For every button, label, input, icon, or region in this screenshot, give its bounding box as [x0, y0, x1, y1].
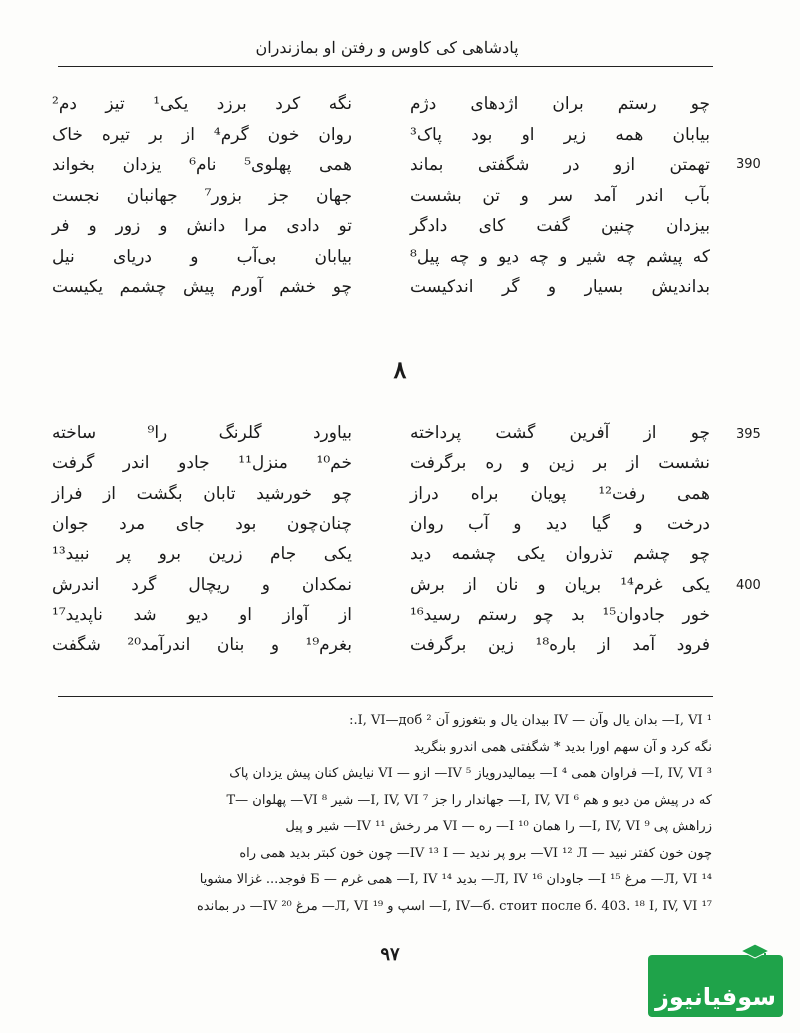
hemistich-right: بآب اندر آمد سر و تن بشست [410, 185, 710, 206]
hemistich-left: از آواز او دیو شد ناپدید¹⁷ [52, 604, 352, 625]
hemistich-left: خم¹⁰ منزل¹¹ جادو اندر گرفت [52, 453, 352, 474]
footnote-line: چون خون کفتر نبید — VI ¹² Л— برو پر ندید — IV ¹³ I— چون خون کبتر بدید همی راه [239, 845, 712, 861]
hemistich-right: درخت و گیا دید و آب روان [410, 513, 710, 534]
hemistich-left: روان خون گرم⁴ از بر تیره خاک [52, 124, 352, 145]
hemistich-right: بیزدان چنین گفت کای دادگر [410, 216, 710, 236]
hemistich-left: بغرم¹⁹ و بنان اندرآمد²⁰ شگفت [52, 635, 352, 656]
hemistich-right: بیابان همه زیر او بود پاک³ [410, 124, 710, 145]
hemistich-right: خور جادوان¹⁵ بد چو رستم رسید¹⁶ [410, 604, 710, 625]
hemistich-left: تو دادی مرا دانش و زور و فر [52, 216, 352, 236]
sofianews-logo: سوفیانیوز [648, 955, 783, 1017]
footnote-rule [58, 696, 713, 697]
header-rule [58, 66, 713, 67]
hemistich-left: نگه کرد برزد یکی¹ تیز دم² [52, 94, 352, 114]
hemistich-left: نمکدان و ریچال گرد اندرش [52, 574, 352, 595]
hemistich-right: همی رفت¹² پویان براه دراز [410, 483, 710, 504]
hemistich-right: تهمتن ازو در شگفتی بماند [410, 155, 710, 175]
hemistich-left: جهان جز بزور⁷ جهانبان نجست [52, 185, 352, 206]
hemistich-right: چو چشم تذروان یکی چشمه دید [410, 544, 710, 565]
running-header: پادشاهی کی کاوس و رفتن او بمازندران [255, 38, 519, 57]
hemistich-left: یکی جام زرین برو پر نبید¹³ [52, 544, 352, 565]
line-number-400: 400 [736, 578, 761, 593]
hemistich-right: که پیشم چه شیر و چه دیو و چه پیل⁸ [410, 246, 710, 267]
hemistich-right: فرود آمد از باره¹⁸ زین برگرفت [410, 635, 710, 656]
footnote-line: ³ I, IV, VI— فراوان همی ⁴ I— بیمالیدرویاز ⁵ IV— ازو — VI نیایش کنان پیش یزدان پاک [229, 766, 712, 781]
hemistich-left: بیاورد گلرنگ را⁹ ساخته [52, 423, 352, 443]
hemistich-right: بداندیش بسیار و گر اندکیست [410, 277, 710, 297]
line-number-390: 390 [736, 157, 761, 172]
hemistich-right: چو رستم بران اژدهای دژم [410, 94, 710, 114]
footnote-line: ¹⁷ I, IV—б. стоит после б. 403. ¹⁸ I, IV, VI— اسپ و ¹⁹ Л, VI— مرغ ²⁰ IV— در بمانده [196, 898, 712, 914]
hemistich-right: چو از آفرین گشت پرداخته [410, 423, 710, 443]
footnote-line: زراهش پی ⁹ I, IV, VI— را همان ¹⁰ I— ره — VI مر رخش ¹¹ IV— شیر و پیل [285, 819, 712, 834]
footnote-line: نگه کرد و آن سهم اورا بدید * شگفتی همی اندرو بنگرید [413, 739, 712, 755]
hemistich-left: چو خورشید تابان بگشت از فراز [52, 483, 352, 504]
hemistich-left: چنان‌چون بود جای مرد جوان [52, 513, 352, 534]
hemistich-right: نشست از بر زین و ره برگرفت [410, 453, 710, 474]
section-number: ۸ [393, 355, 407, 384]
hemistich-right: یکی غرم¹⁴ بریان و نان از برش [410, 574, 710, 595]
hemistich-left: بیابان بی‌آب و دریای نیل [52, 246, 352, 267]
page-number: ۹۷ [380, 944, 400, 965]
graduation-cap-icon [740, 942, 770, 964]
hemistich-left: همی پهلوی⁵ نام⁶ یزدان بخواند [52, 155, 353, 175]
footnote-line: ¹ I, VI— بدان یال وآن — IV بیدان یال و بتغوزو آن ² I, VI—доб.: [349, 713, 712, 728]
hemistich-left: چو خشم آورم پیش چشمم یکیست [52, 277, 352, 297]
footnote-line: که در پیش من دیو و هم ⁶ I, IV, VI— جهاندار را جز ⁷ I, IV, VI— شیر ⁸ VI— پهلوان —T [226, 792, 712, 808]
footnote-line: ¹⁴ Л, VI— مرغ ¹⁵ I— جاودان ¹⁶ Л, IV— بدید ¹⁴ I, IV— همی غرم — Б فوجد... غزالا مشویا [199, 872, 712, 887]
line-number-395: 395 [736, 427, 761, 442]
